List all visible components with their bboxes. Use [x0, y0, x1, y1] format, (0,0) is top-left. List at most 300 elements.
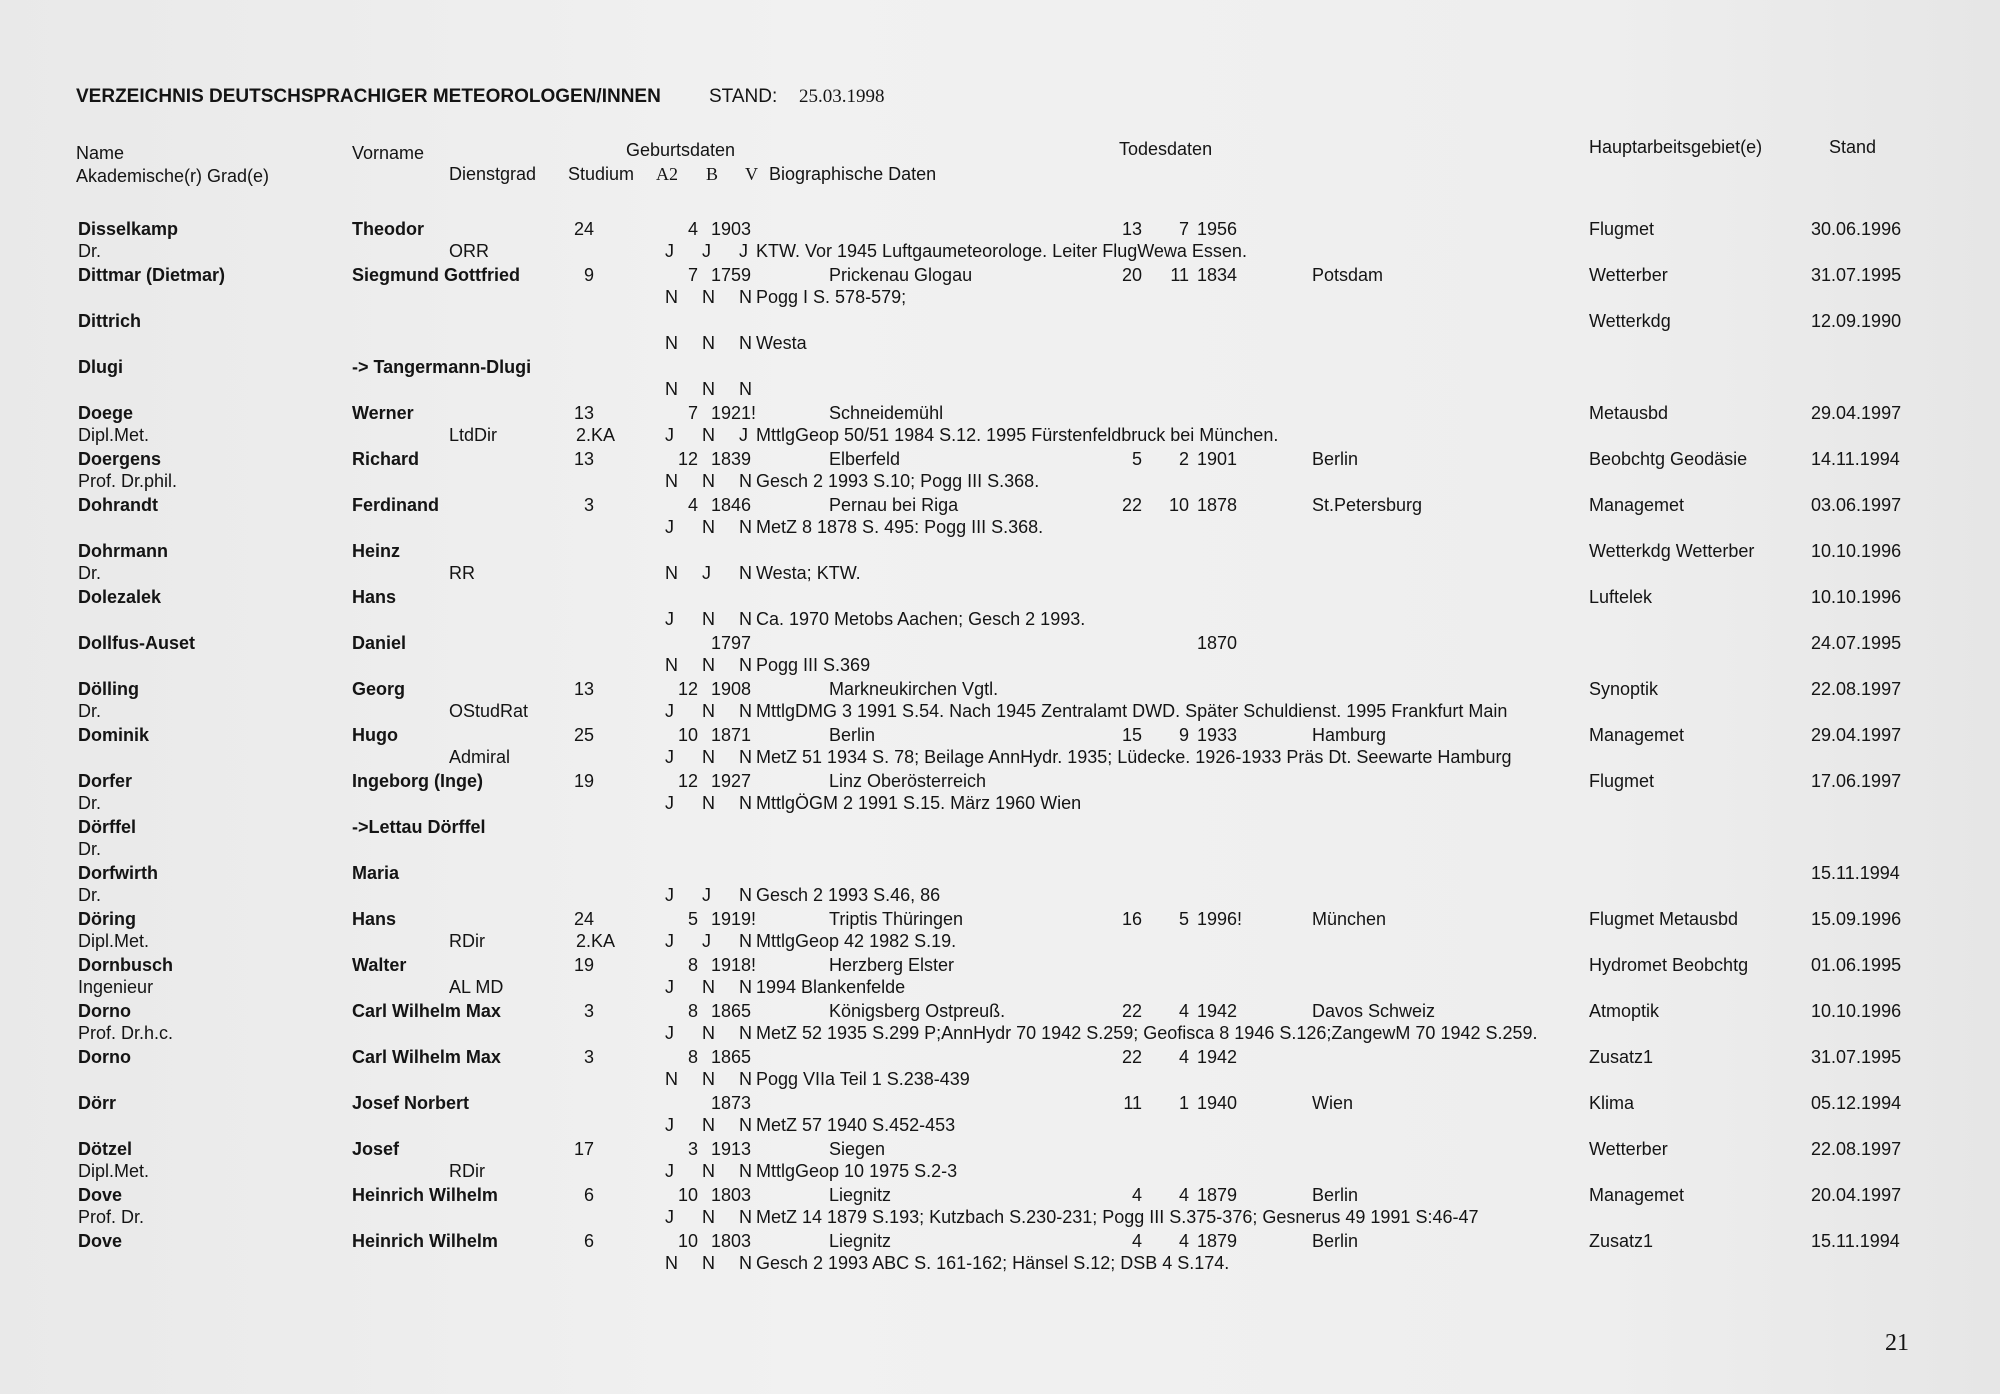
entry-b: N: [702, 1023, 715, 1043]
table-row: [0, 633, 2000, 679]
entry-birth-year: 1839: [711, 449, 752, 469]
entry-bio: Gesch 2 1993 S.46, 86: [756, 885, 941, 905]
entry-a2: N: [665, 563, 678, 583]
entry-b: N: [702, 1161, 715, 1181]
header-todesdaten: Todesdaten: [1119, 139, 1213, 159]
entry-vorname: Hans: [352, 909, 397, 929]
entry-birth-place: Linz Oberösterreich: [829, 771, 987, 791]
entry-death-day: 5: [1131, 449, 1142, 469]
entry-name: Dölling: [78, 679, 139, 699]
entry-birth-month: 5: [687, 909, 698, 929]
entry-gebiet: Wetterkdg: [1589, 311, 1671, 331]
entry-birth-day: 6: [583, 1185, 594, 1205]
entry-birth-month: 12: [677, 679, 698, 699]
entry-b: N: [702, 609, 715, 629]
entry-vorname: Heinrich Wilhelm: [352, 1185, 498, 1205]
entry-gebiet: Metausbd: [1589, 403, 1669, 423]
entry-b: N: [702, 287, 715, 307]
entry-a2: J: [665, 609, 674, 629]
table-row: [0, 771, 2000, 817]
entry-stand: 14.11.1994: [1811, 449, 1900, 469]
entry-death-year: 1901: [1197, 449, 1238, 469]
entry-b: N: [702, 379, 715, 399]
entry-death-month: 2: [1178, 449, 1189, 469]
entry-b: N: [702, 1253, 715, 1273]
entry-birth-year: 1919!: [711, 909, 757, 929]
entry-vorname: Theodor: [352, 219, 424, 239]
entry-dienstgrad: RR: [449, 563, 475, 583]
entry-v: N: [739, 977, 752, 997]
entry-birth-day: 13: [573, 449, 594, 469]
entry-v: N: [739, 609, 752, 629]
entry-name: Doergens: [78, 449, 162, 469]
table-row: [0, 587, 2000, 633]
entry-a2: J: [665, 793, 674, 813]
entry-v: N: [739, 1253, 752, 1273]
entry-studium: 2.KA: [576, 931, 616, 951]
entry-birth-place: Liegnitz: [829, 1231, 892, 1251]
entry-birth-place: Siegen: [829, 1139, 886, 1159]
entry-name: Dornbusch: [78, 955, 174, 975]
entry-stand: 15.11.1994: [1811, 1231, 1900, 1251]
entry-bio: Pogg VIIa Teil 1 S.238-439: [756, 1069, 970, 1089]
entry-b: N: [702, 1115, 715, 1135]
entry-birth-month: 3: [687, 1139, 698, 1159]
entry-death-year: 1942: [1197, 1047, 1238, 1067]
header-geburtsdaten: Geburtsdaten: [626, 140, 736, 160]
entry-stand: 01.06.1995: [1811, 955, 1902, 975]
entry-a2: N: [665, 287, 678, 307]
header-bio: Biographische Daten: [769, 164, 937, 184]
entry-birth-year: 1913: [711, 1139, 752, 1159]
entry-birth-month: 10: [677, 725, 698, 745]
entry-birth-month: 7: [687, 265, 698, 285]
entry-death-year: 1933: [1197, 725, 1238, 745]
entry-b: N: [702, 655, 715, 675]
entry-name: Doege: [78, 403, 134, 423]
entry-death-place: Potsdam: [1312, 265, 1384, 285]
entry-birth-year: 1918!: [711, 955, 757, 975]
entry-grad: Prof. Dr.h.c.: [78, 1023, 174, 1043]
entry-grad: Dr.: [78, 701, 102, 721]
entry-name: Döring: [78, 909, 136, 929]
entry-name: Dorno: [78, 1001, 131, 1021]
entry-gebiet: Managemet: [1589, 1185, 1685, 1205]
entry-death-place: Berlin: [1312, 1231, 1359, 1251]
entry-a2: J: [665, 931, 674, 951]
entry-v: N: [739, 287, 752, 307]
entry-stand: 15.09.1996: [1811, 909, 1902, 929]
entry-vorname: Carl Wilhelm Max: [352, 1047, 501, 1067]
entry-stand: 20.04.1997: [1811, 1185, 1902, 1205]
entry-vorname: Hans: [352, 587, 397, 607]
entry-birth-day: 24: [573, 219, 594, 239]
entry-birth-place: Elberfeld: [829, 449, 901, 469]
entry-birth-year: 1921!: [711, 403, 757, 423]
table-row: [0, 679, 2000, 725]
entry-v: N: [739, 517, 752, 537]
entry-b: J: [702, 931, 711, 951]
entry-death-day: 11: [1123, 1093, 1142, 1113]
entry-vorname: Walter: [352, 955, 407, 975]
entry-stand: 10.10.1996: [1811, 587, 1902, 607]
entry-v: N: [739, 931, 752, 951]
entry-grad: Ingenieur: [78, 977, 154, 997]
entry-stand: 29.04.1997: [1811, 403, 1902, 423]
entry-birth-place: Pernau bei Riga: [829, 495, 959, 515]
entry-gebiet: Klima: [1589, 1093, 1635, 1113]
entry-gebiet: Atmoptik: [1589, 1001, 1660, 1021]
entry-a2: N: [665, 471, 678, 491]
entry-birth-day: 9: [583, 265, 594, 285]
table-row: [0, 449, 2000, 495]
entry-gebiet: Beobchtg Geodäsie: [1589, 449, 1748, 469]
entry-death-day: 4: [1131, 1185, 1142, 1205]
table-row: [0, 955, 2000, 1001]
entry-death-year: 1879: [1197, 1185, 1238, 1205]
entry-a2: N: [665, 1069, 678, 1089]
entry-death-day: 22: [1121, 495, 1142, 515]
entry-death-year: 1996!: [1197, 909, 1243, 929]
entry-name: Dove: [78, 1185, 123, 1205]
entry-vorname: Daniel: [352, 633, 407, 653]
entry-bio: Gesch 2 1993 S.10; Pogg III S.368.: [756, 471, 1040, 491]
entry-stand: 30.06.1996: [1811, 219, 1902, 239]
entry-birth-month: 12: [677, 771, 698, 791]
entry-vorname: Carl Wilhelm Max: [352, 1001, 501, 1021]
entry-death-year: 1942: [1197, 1001, 1238, 1021]
header-stand: Stand: [1829, 137, 1877, 157]
entry-vorname: Werner: [352, 403, 414, 423]
entry-a2: N: [665, 379, 678, 399]
entry-bio: MttlgGeop 50/51 1984 S.12. 1995 Fürstenfeldbruck bei München.: [756, 425, 1279, 445]
entry-v: N: [739, 1207, 752, 1227]
entry-vorname: Ferdinand: [352, 495, 440, 515]
table-row: [0, 357, 2000, 403]
entry-name: Dötzel: [78, 1139, 132, 1159]
entry-birth-month: 8: [687, 1047, 698, 1067]
entry-birth-month: 10: [677, 1231, 698, 1251]
entry-vorname: Josef: [352, 1139, 400, 1159]
entry-v: N: [739, 1115, 752, 1135]
entry-a2: N: [665, 333, 678, 353]
entry-stand: 31.07.1995: [1811, 265, 1902, 285]
entry-bio: MttlgGeop 10 1975 S.2-3: [756, 1161, 958, 1181]
entry-vorname: Maria: [352, 863, 400, 883]
entry-death-year: 1834: [1197, 265, 1238, 285]
table-row: [0, 403, 2000, 449]
entry-death-place: Wien: [1312, 1093, 1354, 1113]
header-a2: A2: [656, 164, 678, 184]
entry-gebiet: Luftelek: [1589, 587, 1653, 607]
entry-v: N: [739, 701, 752, 721]
entry-birth-year: 1865: [711, 1047, 752, 1067]
header-v: V: [745, 164, 758, 184]
entry-v: N: [739, 1161, 752, 1181]
entry-death-day: 16: [1121, 909, 1142, 929]
entry-death-year: 1878: [1197, 495, 1238, 515]
entry-gebiet: Hydromet Beobchtg: [1589, 955, 1749, 975]
entry-birth-year: 1927: [711, 771, 752, 791]
entry-a2: J: [665, 885, 674, 905]
entry-death-month: 9: [1178, 725, 1189, 745]
entry-stand: 03.06.1997: [1811, 495, 1902, 515]
entry-vorname: Heinrich Wilhelm: [352, 1231, 498, 1251]
entry-name: Dolezalek: [78, 587, 162, 607]
entry-b: N: [702, 701, 715, 721]
entry-bio: 1994 Blankenfelde: [756, 977, 906, 997]
entry-v: J: [739, 241, 748, 261]
entry-gebiet: Managemet: [1589, 725, 1685, 745]
entry-gebiet: Managemet: [1589, 495, 1685, 515]
entry-b: N: [702, 425, 715, 445]
entry-death-place: Berlin: [1312, 449, 1359, 469]
entry-birth-day: 3: [583, 1001, 594, 1021]
entry-b: N: [702, 1069, 715, 1089]
entry-stand: 12.09.1990: [1811, 311, 1902, 331]
entry-gebiet: Flugmet: [1589, 771, 1655, 791]
entry-name: Dove: [78, 1231, 123, 1251]
entry-birth-day: 25: [573, 725, 594, 745]
entry-dienstgrad: Admiral: [449, 747, 511, 767]
header-name: Name: [76, 143, 125, 163]
entry-bio: MetZ 8 1878 S. 495: Pogg III S.368.: [756, 517, 1044, 537]
table-row: [0, 1185, 2000, 1231]
entry-stand: 15.11.1994: [1811, 863, 1900, 883]
entry-birth-day: 3: [583, 495, 594, 515]
entry-death-place: Davos Schweiz: [1312, 1001, 1436, 1021]
entry-death-month: 1: [1178, 1093, 1189, 1113]
entry-death-year: 1940: [1197, 1093, 1238, 1113]
entry-b: N: [702, 471, 715, 491]
entry-death-place: Hamburg: [1312, 725, 1387, 745]
entry-grad: Dipl.Met.: [78, 931, 150, 951]
entry-b: N: [702, 747, 715, 767]
entry-gebiet: Wetterber: [1589, 265, 1668, 285]
entry-birth-year: 1908: [711, 679, 752, 699]
entry-death-year: 1879: [1197, 1231, 1238, 1251]
entry-bio: Gesch 2 1993 ABC S. 161-162; Hänsel S.12; DSB 4 S.174.: [756, 1253, 1230, 1273]
entry-stand: 24.07.1995: [1811, 633, 1902, 653]
table-row: [0, 1001, 2000, 1047]
entry-v: J: [739, 425, 748, 445]
entry-a2: J: [665, 977, 674, 997]
table-row: [0, 817, 2000, 863]
entry-birth-year: 1803: [711, 1231, 752, 1251]
entry-stand: 22.08.1997: [1811, 1139, 1902, 1159]
entry-birth-year: 1873: [711, 1093, 752, 1113]
entry-grad: Dr.: [78, 241, 102, 261]
entry-birth-day: 19: [573, 955, 594, 975]
entry-grad: Dr.: [78, 793, 102, 813]
entry-grad: Prof. Dr.phil.: [78, 471, 178, 491]
entry-b: N: [702, 977, 715, 997]
entry-bio: Ca. 1970 Metobs Aachen; Gesch 2 1993.: [756, 609, 1086, 629]
header-dienstgrad: Dienstgrad: [449, 164, 537, 184]
entry-vorname: Josef Norbert: [352, 1093, 470, 1113]
entry-name: Dlugi: [78, 357, 123, 377]
stand-date: 25.03.1998: [799, 86, 885, 107]
entry-death-year: 1870: [1197, 633, 1238, 653]
entry-a2: J: [665, 1207, 674, 1227]
entry-gebiet: Flugmet: [1589, 219, 1655, 239]
entry-v: N: [739, 471, 752, 491]
entry-death-day: 15: [1121, 725, 1142, 745]
entry-birth-month: 4: [687, 219, 698, 239]
entry-b: N: [702, 517, 715, 537]
entry-gebiet: Synoptik: [1589, 679, 1659, 699]
entry-bio: MetZ 57 1940 S.452-453: [756, 1115, 956, 1135]
entry-death-day: 22: [1121, 1047, 1142, 1067]
entry-b: J: [702, 241, 711, 261]
entry-dienstgrad: LtdDir: [449, 425, 498, 445]
entry-birth-year: 1871: [711, 725, 752, 745]
entry-a2: J: [665, 1161, 674, 1181]
entry-b: N: [702, 793, 715, 813]
entry-name: Dittrich: [78, 311, 141, 331]
entry-a2: J: [665, 701, 674, 721]
entry-vorname: Ingeborg (Inge): [352, 771, 483, 791]
entry-birth-year: 1846: [711, 495, 752, 515]
entry-grad: Dr.: [78, 885, 102, 905]
entry-dienstgrad: RDir: [449, 931, 485, 951]
entry-vorname: -> Tangermann-Dlugi: [352, 357, 532, 377]
entry-birth-year: 1865: [711, 1001, 752, 1021]
entry-vorname: ->Lettau Dörffel: [352, 817, 486, 837]
entry-birth-place: Berlin: [829, 725, 876, 745]
entry-name: Dohrmann: [78, 541, 168, 561]
entry-v: N: [739, 379, 752, 399]
entry-name: Dorfwirth: [78, 863, 158, 883]
entry-birth-place: Triptis Thüringen: [829, 909, 964, 929]
entry-birth-place: Prickenau Glogau: [829, 265, 973, 285]
entry-bio: MetZ 14 1879 S.193; Kutzbach S.230-231; Pogg III S.375-376; Gesnerus 49 1991 S:46-47: [756, 1207, 1479, 1227]
entry-birth-month: 10: [677, 1185, 698, 1205]
entry-bio: Pogg I S. 578-579;: [756, 287, 907, 307]
entry-name: Dollfus-Auset: [78, 633, 195, 653]
entry-death-month: 7: [1178, 219, 1189, 239]
entry-b: N: [702, 333, 715, 353]
entry-name: Dörr: [78, 1093, 117, 1113]
entry-grad: Prof. Dr.: [78, 1207, 145, 1227]
stand-label: STAND:: [709, 86, 778, 107]
entry-birth-month: 12: [677, 449, 698, 469]
entry-dienstgrad: AL MD: [449, 977, 504, 997]
entry-a2: J: [665, 1115, 674, 1135]
entry-death-day: 4: [1131, 1231, 1142, 1251]
entry-death-place: München: [1312, 909, 1387, 929]
entry-bio: MttlgDMG 3 1991 S.54. Nach 1945 Zentralamt DWD. Später Schuldienst. 1995 Frankfurt Main: [756, 701, 1508, 721]
entry-birth-place: Königsberg Ostpreuß.: [829, 1001, 1006, 1021]
entry-grad: Dr.: [78, 839, 102, 859]
entry-bio: MetZ 52 1935 S.299 P;AnnHydr 70 1942 S.259; Geofisca 8 1946 S.126;ZangewM 70 1942 S.259.: [756, 1023, 1538, 1043]
entry-gebiet: Flugmet Metausbd: [1589, 909, 1739, 929]
entry-death-month: 10: [1168, 495, 1189, 515]
entry-birth-day: 13: [573, 679, 594, 699]
entry-birth-day: 17: [573, 1139, 594, 1159]
entry-stand: 10.10.1996: [1811, 541, 1902, 561]
entry-death-month: 11: [1170, 265, 1189, 285]
entry-v: N: [739, 655, 752, 675]
entry-stand: 22.08.1997: [1811, 679, 1902, 699]
table-row: [0, 495, 2000, 541]
table-row: [0, 1231, 2000, 1277]
entry-a2: J: [665, 425, 674, 445]
entry-dienstgrad: ORR: [449, 241, 489, 261]
entry-a2: J: [665, 1023, 674, 1043]
entry-death-year: 1956: [1197, 219, 1238, 239]
entry-name: Dohrandt: [78, 495, 158, 515]
entry-bio: Pogg III S.369: [756, 655, 871, 675]
entry-birth-place: Markneukirchen Vgtl.: [829, 679, 999, 699]
entry-a2: N: [665, 655, 678, 675]
entry-gebiet: Wetterkdg Wetterber: [1589, 541, 1755, 561]
table-row: [0, 1093, 2000, 1139]
entry-gebiet: Wetterber: [1589, 1139, 1668, 1159]
entry-death-month: 4: [1178, 1001, 1189, 1021]
entry-death-day: 22: [1121, 1001, 1142, 1021]
entry-stand: 29.04.1997: [1811, 725, 1902, 745]
entry-birth-day: 3: [583, 1047, 594, 1067]
entry-bio: Westa; KTW.: [756, 563, 861, 583]
header-b: B: [706, 164, 719, 184]
entry-name: Disselkamp: [78, 219, 179, 239]
entry-birth-day: 6: [583, 1231, 594, 1251]
entry-bio: KTW. Vor 1945 Luftgaumeteorologe. Leiter FlugWewa Essen.: [756, 241, 1247, 261]
table-row: [0, 219, 2000, 265]
entry-bio: MttlgGeop 42 1982 S.19.: [756, 931, 957, 951]
entry-birth-year: 1759: [711, 265, 752, 285]
entry-vorname: Richard: [352, 449, 420, 469]
entry-death-day: 20: [1121, 265, 1142, 285]
table-row: [0, 909, 2000, 955]
entry-a2: J: [665, 517, 674, 537]
table-row: [0, 863, 2000, 909]
entry-birth-month: 8: [687, 955, 698, 975]
entry-birth-day: 13: [573, 403, 594, 423]
entry-death-day: 13: [1121, 219, 1142, 239]
entry-v: N: [739, 1069, 752, 1089]
entry-v: N: [739, 333, 752, 353]
entry-death-month: 5: [1178, 909, 1189, 929]
table-row: [0, 265, 2000, 311]
entry-name: Dittmar (Dietmar): [78, 265, 226, 285]
entry-birth-month: 4: [687, 495, 698, 515]
entry-dienstgrad: RDir: [449, 1161, 485, 1181]
entry-stand: 10.10.1996: [1811, 1001, 1902, 1021]
entry-birth-day: 24: [573, 909, 594, 929]
entry-vorname: Hugo: [352, 725, 398, 745]
entry-name: Dominik: [78, 725, 150, 745]
entry-gebiet: Zusatz1: [1589, 1047, 1654, 1067]
entry-v: N: [739, 563, 752, 583]
entry-a2: N: [665, 1253, 678, 1273]
entry-v: N: [739, 747, 752, 767]
table-row: [0, 1047, 2000, 1093]
entry-birth-day: 19: [573, 771, 594, 791]
entry-a2: J: [665, 241, 674, 261]
header-hauptarbeitsgebiet: Hauptarbeitsgebiet(e): [1589, 137, 1763, 157]
entry-death-month: 4: [1178, 1231, 1189, 1251]
entry-v: N: [739, 1023, 752, 1043]
entry-grad: Dr.: [78, 563, 102, 583]
entry-v: N: [739, 885, 752, 905]
header-studium: Studium: [568, 164, 635, 184]
table-row: [0, 311, 2000, 357]
header-grad: Akademische(r) Grad(e): [76, 166, 270, 186]
entry-birth-year: 1803: [711, 1185, 752, 1205]
entry-stand: 17.06.1997: [1811, 771, 1902, 791]
